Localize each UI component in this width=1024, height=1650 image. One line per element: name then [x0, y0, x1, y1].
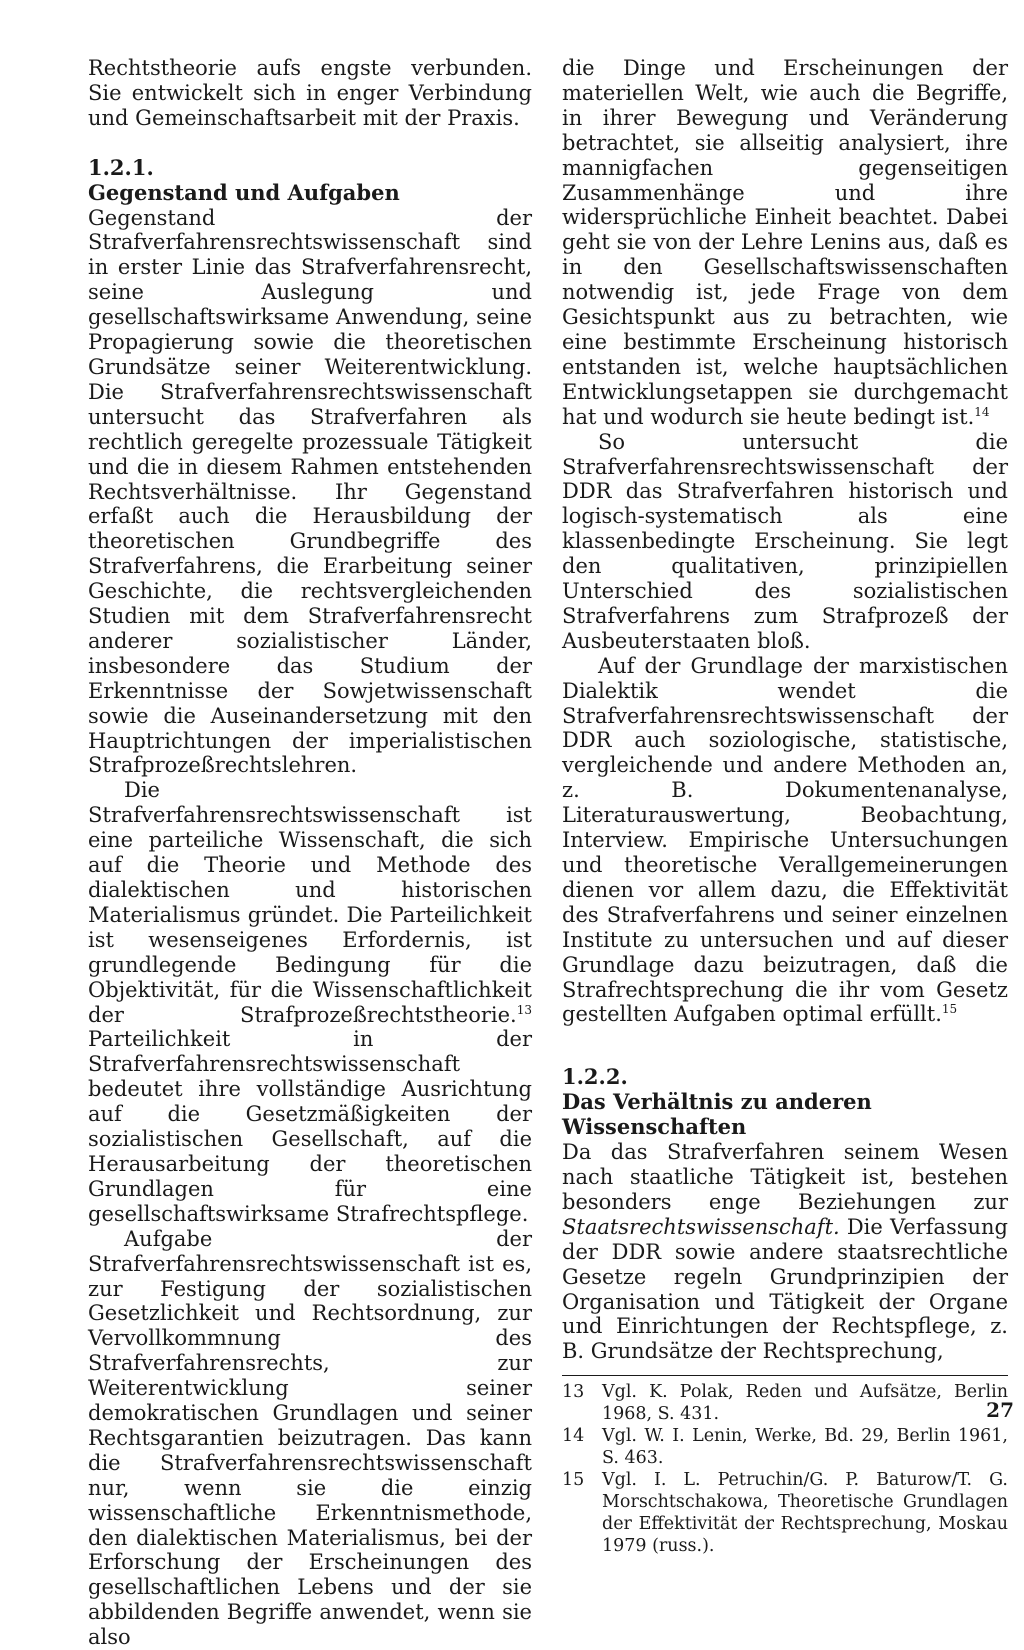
footnote-14	[562, 1425, 1008, 1469]
footnote-number: 14	[562, 1426, 585, 1447]
paragraph-staatsrecht: Da das Strafverfahren seinem Wesen nach staatliche Tätigkeit ist, bestehen besonders enge Beziehungen zur Staatsrechtswissenschaft. Die Verfassung der DDR sowie andere staatsrechtliche Gesetze regeln Grundprinzipien der Organisation und Tätigkeit der Organe und Einrichtungen der Rechtspflege, z. B. Grundsätze der Rechtsprechung,	[562, 1140, 1008, 1364]
footnote-ref-13: 13	[516, 1002, 532, 1017]
paragraph-dialektik: die Dinge und Erscheinungen der materiellen Welt, wie auch die Begriffe, in ihrer Bewegung und Veränderung betrachtet, sie allseitig analysiert, ihre mannigfachen gegenseitigen Zusammenhänge und ihre widersprüchliche Einheit beachtet. Dabei geht sie von der Lehre Lenins aus, daß es in den Gesellschaftswissenschaften notwendig ist, jede Frage von dem Gesichtspunkt aus zu betrachten, wie eine bestimmte Erscheinung historisch entstanden ist, welche hauptsächlichen Entwicklungsetappen sie durchgemacht hat und wodurch sie heute bedingt ist.$^{14}$	[562, 56, 1008, 429]
footnote-ref-15: 15	[941, 1002, 958, 1017]
section-title-verhaeltnis: Das Verhältnis zu anderen Wissenschaften	[562, 1089, 872, 1140]
right-column	[562, 56, 1008, 1557]
paragraph-aufgabe: Aufgabe der Strafverfahrensrechtswissenschaft ist es, zur Festigung der sozialistischen Gesetzlichkeit und Rechtsordnung, zur Vervollkommnung des Strafverfahrensrechts, zur Weiterentwicklung seiner demokratischen Grundlagen und seiner Rechtsgarantien beizutragen. Das kann die Strafverfahrensrechtswissenschaft nur, wenn sie die einzig wissenschaftliche Erkenntnismethode, den dialektischen Materialismus, bei der Erforschung der Erscheinungen des gesellschaftlichen Lebens und der sie abbildenden Begriffe anwendet, wenn sie also	[88, 1226, 532, 1650]
footnote-13	[562, 1381, 1008, 1425]
intro-paragraph: Rechtstheorie aufs engste verbunden. Sie entwickelt sich in enger Verbindung und Gemeinschaftsarbeit mit der Praxis.	[88, 56, 532, 130]
paragraph-gegenstand: Gegenstand der Strafverfahrensrechtswissenschaft sind in erster Linie das Strafverfahrensrecht, seine Auslegung und gesellschaftswirksame Anwendung, seine Propagierung sowie die theoretischen Grundsätze seiner Weiterentwicklung. Die Strafverfahrensrechtswissenschaft untersucht das Strafverfahren als rechtlich geregelte prozessuale Tätigkeit und die in diesem Rahmen entstehenden Rechtsverhältnisse. Ihr Gegenstand erfaßt auch die Herausbildung der theoretischen Grundbegriffe des Strafverfahrens, die Erarbeitung seiner Geschichte, die rechtsvergleichenden Studien mit dem Strafverfahrensrecht anderer sozialistischer Länder, insbesondere das Studium der Erkenntnisse der Sowjetwissenschaft sowie die Auseinandersetzung mit den Hauptrichtungen der imperialistischen Strafprozeßrechtslehren.	[88, 205, 532, 778]
section-number-1-2-1: 1.2.1.	[88, 154, 154, 180]
footnote-number: 13	[562, 1382, 585, 1403]
paragraph-methoden: Auf der Grundlage der marxistischen Dialektik wendet die Strafverfahrensrechtswissenschaft der DDR auch soziologische, statistische, vergleichende und andere Methoden an, z. B. Dokumentenanalyse, Literaturauswertung, Beobachtung, Interview. Empirische Untersuchungen und theoretische Verallgemeinerungen dienen vor allem dazu, die Effektivität des Strafverfahrens und seiner einzelnen Institute zu untersuchen und auf dieser Grundlage dazu beizutragen, daß die Strafrechtsprechung die ihr vom Gesetz gestellten Aufgaben optimal erfüllt.$^{15}$	[562, 653, 1008, 1027]
section-number-1-2-2: 1.2.2.	[562, 1064, 628, 1090]
footnote-ref-14: 14	[974, 404, 990, 419]
paragraph-parteilichkeit: Die Strafverfahrensrechtswissenschaft ist eine parteiliche Wissenschaft, die sich auf die Theorie und Methode des dialektischen und historischen Materialismus gründet. Die Parteilichkeit ist wesenseigenes Erfordernis, ist grundlegende Bedingung für die Objektivität, für die Wissenschaftlichkeit der Strafprozeßrechtstheorie.$^{13}$ Parteilichkeit in der Strafverfahrensrechtswissenschaft bedeutet ihre vollständige Ausrichtung auf die Gesetzmäßigkeiten der sozialistischen Gesellschaft, auf die Herausarbeitung der theoretischen Grundlagen für eine gesellschaftswirksame Strafrechtspflege.	[88, 778, 532, 1226]
section-title-gegenstand: Gegenstand und Aufgaben	[88, 179, 400, 205]
footnote-text: Vgl. I. L. Petruchin/G. P. Baturow/T. G. Morschtschakowa, Theoretische Grundlagen der Effektivität der Rechtsprechung, Moskau 1979 (russ.).	[602, 1470, 1008, 1557]
footnote-text: Vgl. K. Polak, Reden und Aufsätze, Berlin 1968, S. 431.	[602, 1382, 1008, 1425]
footnote-text: Vgl. W. I. Lenin, Werke, Bd. 29, Berlin 1961, S. 463.	[602, 1426, 1008, 1469]
paragraph-ddr-strafverfahren: So untersucht die Strafverfahrensrechtswissenschaft der DDR das Strafverfahren historisch und logisch-systematisch als eine klassenbedingte Erscheinung. Sie legt den qualitativen, prinzipiellen Unterschied des sozialistischen Strafverfahrens zum Strafprozeß der Ausbeuterstaaten bloß.	[562, 429, 1008, 653]
footnotes	[562, 1375, 1008, 1557]
left-column	[88, 56, 532, 1650]
footnote-number: 15	[562, 1470, 585, 1491]
footnote-15	[562, 1469, 1008, 1557]
page-number: 27	[986, 1398, 1014, 1422]
